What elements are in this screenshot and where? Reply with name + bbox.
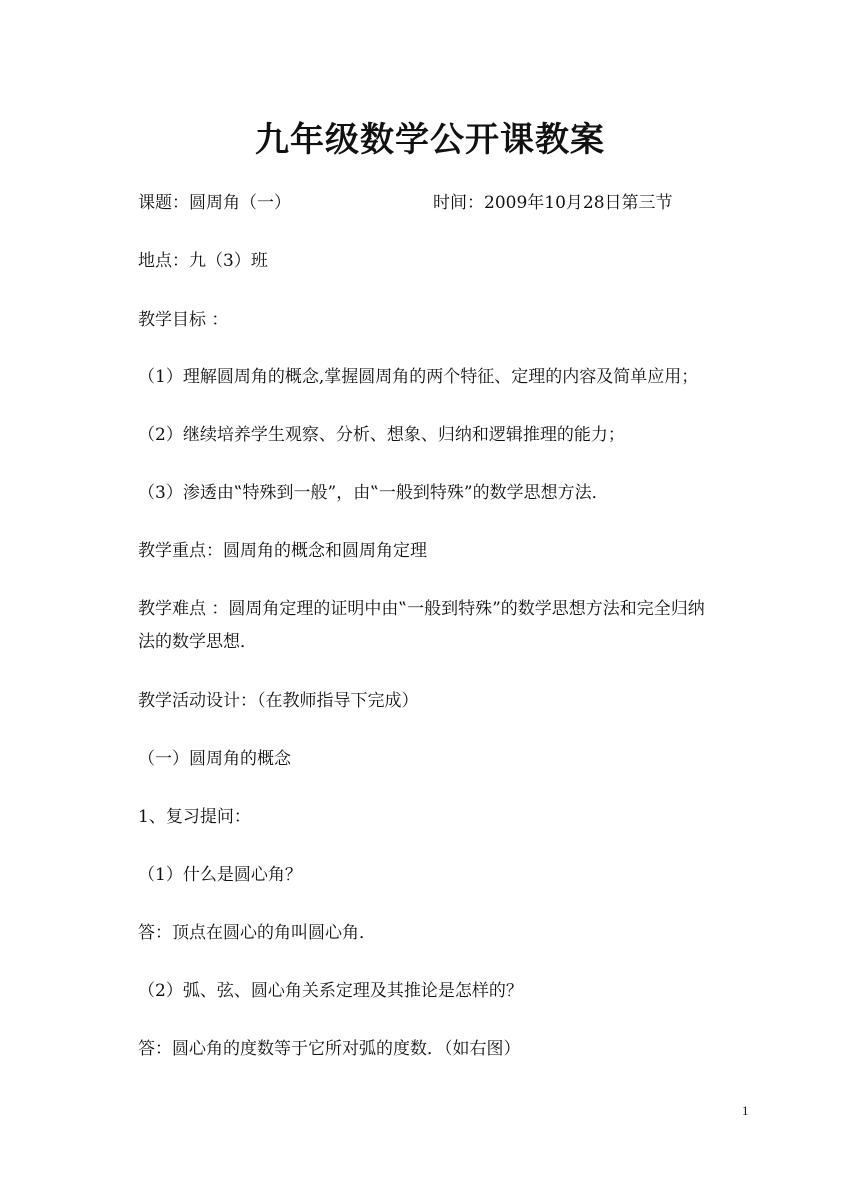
answer-2: 答：圆心角的度数等于它所对弧的度数．（如右图）	[138, 1039, 521, 1059]
lesson-location: 地点：九（3）班	[138, 251, 268, 271]
document-title: 九年级数学公开课教案	[255, 120, 605, 160]
page-number: 1	[742, 1103, 749, 1118]
answer-1: 答：顶点在圆心的角叫圆心角．	[138, 923, 376, 943]
lesson-time: 时间：2009年10月28日第三节	[433, 193, 673, 213]
key-point: 教学重点：圆周角的概念和圆周角定理	[138, 541, 427, 561]
course-topic: 课题：圆周角（一）	[138, 193, 291, 213]
review-heading: 1、复习提问：	[138, 807, 251, 827]
objective-3: （3）渗透由‟特殊到一般”，由‟一般到特殊”的数学思想方法．	[138, 483, 609, 503]
difficulty-line-2: 法的数学思想．	[138, 632, 257, 652]
activity-design: 教学活动设计：（在教师指导下完成）	[138, 691, 419, 711]
objectives-heading: 教学目标 ：	[138, 310, 229, 330]
question-2: （2）弧、弦、圆心角关系定理及其推论是怎样的？	[138, 981, 523, 1001]
question-1: （1）什么是圆心角？	[138, 865, 302, 885]
objective-1: （1）理解圆周角的概念,掌握圆周角的两个特征、定理的内容及简单应用；	[138, 367, 699, 387]
section-heading-1: （一）圆周角的概念	[138, 749, 291, 769]
difficulty-line-1: 教学难点 ：圆周角定理的证明中由‟一般到特殊”的数学思想方法和完全归纳	[138, 599, 705, 619]
objective-2: （2）继续培养学生观察、分析、想象、归纳和逻辑推理的能力；	[138, 425, 625, 445]
